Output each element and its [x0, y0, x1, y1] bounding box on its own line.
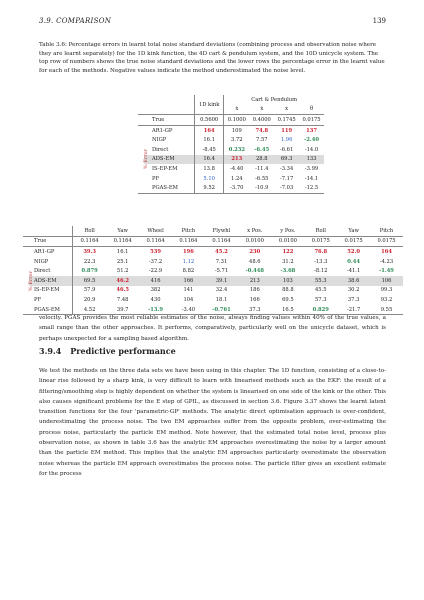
- cell: 119: [281, 127, 293, 134]
- table-unicycle: [23, 226, 403, 315]
- cell: 213: [224, 155, 250, 165]
- cell: -3.40: [181, 306, 196, 313]
- cell: -37.2: [148, 258, 163, 265]
- cell: 8.82: [182, 268, 195, 275]
- cell: -41.1: [346, 268, 361, 275]
- cell: 30.2: [347, 287, 360, 294]
- row-label: Direct: [152, 146, 169, 153]
- cell: -4.23: [379, 258, 394, 265]
- cell: -6.45: [254, 146, 270, 153]
- section-number: 3.9.4: [39, 346, 62, 356]
- cell: -2.40: [304, 137, 319, 144]
- cell: 0.0175: [302, 116, 321, 123]
- cell: 103: [282, 277, 293, 284]
- row-label-true: True: [34, 238, 47, 245]
- row-label: IS-EP-EM: [34, 287, 60, 294]
- cell: 93.2: [380, 296, 393, 303]
- cell: 18.1: [215, 296, 228, 303]
- cell: 46.5: [116, 287, 130, 294]
- cell: 166: [249, 296, 260, 303]
- cell: 1.24: [224, 174, 250, 184]
- cell: 46.2: [116, 277, 130, 284]
- page-number: 139: [372, 17, 386, 25]
- header-col: Yaw: [117, 227, 128, 234]
- cell: 16.5: [282, 306, 294, 313]
- cell: 37.3: [249, 306, 261, 313]
- cell: -13.3: [314, 258, 328, 265]
- cell: 45.5: [314, 287, 327, 294]
- header-col: Wheel: [147, 227, 164, 234]
- header-col: Pitch: [379, 227, 394, 234]
- cell: 0.5600: [195, 115, 224, 126]
- cell: 88.8: [282, 287, 294, 294]
- cell: -14.0: [304, 146, 319, 153]
- table-row: [23, 266, 403, 276]
- cell: -12.5: [304, 185, 319, 192]
- header-sym: θ: [309, 106, 314, 113]
- cell: -11.4: [255, 165, 269, 172]
- header-section: 3.9. COMPARISON: [39, 17, 112, 25]
- cell: 1.12: [182, 258, 195, 265]
- row-label: Direct: [34, 268, 51, 275]
- cell: 9.52: [195, 183, 224, 193]
- cell: 1.96: [280, 137, 293, 144]
- cell: 382: [150, 287, 161, 294]
- header-col: Flywhl: [212, 227, 231, 234]
- cell: 196: [182, 248, 194, 255]
- cell: 76.8: [314, 248, 328, 255]
- table-row: [138, 183, 324, 193]
- table-row: [138, 145, 324, 155]
- cell: 48.6: [249, 258, 261, 265]
- cell: 0.879: [73, 266, 107, 276]
- cell: 52.0: [347, 248, 360, 255]
- cell: 38.6: [347, 277, 360, 284]
- header-sym: ẋ: [224, 105, 250, 115]
- cell: 186: [249, 287, 260, 294]
- row-label: PGAS-EM: [152, 185, 178, 192]
- cell: 9.55: [380, 306, 393, 313]
- cell: 20.9: [73, 295, 107, 305]
- cell: -8.45: [195, 145, 224, 155]
- cell: 51.2: [116, 268, 129, 275]
- header-col: Pitch: [181, 227, 196, 234]
- cell: 28.8: [256, 156, 268, 163]
- cell: 5.10: [195, 174, 224, 184]
- cell: 109: [224, 125, 250, 135]
- cell: 69.5: [282, 296, 294, 303]
- cell: 99.3: [380, 287, 393, 294]
- cell: 31.2: [282, 258, 294, 265]
- cell: 164: [381, 248, 392, 255]
- cell: -3.70: [224, 183, 250, 193]
- row-label: AR1-GP: [152, 127, 173, 134]
- cell: 0.232: [224, 145, 250, 155]
- row-label: PF: [34, 296, 42, 303]
- cell: 0.829: [312, 306, 329, 313]
- cell: -1.49: [379, 268, 394, 275]
- cell: 32.4: [215, 287, 228, 294]
- cell: -13.9: [148, 306, 163, 313]
- table-row: [138, 135, 324, 145]
- header-col: Roll: [73, 226, 107, 236]
- cell: 22.3: [73, 257, 107, 267]
- cell: 164: [195, 125, 224, 135]
- cell: 0.0100: [245, 238, 264, 245]
- row-label-true: True: [152, 116, 165, 123]
- cell: 4.52: [73, 305, 107, 315]
- row-label: IS-EP-EM: [152, 165, 178, 172]
- cell: 45.2: [215, 248, 228, 255]
- cell: 37.3: [347, 296, 360, 303]
- row-label: NIGP: [34, 258, 49, 265]
- error-label-text: % Error: [28, 270, 35, 291]
- cell: 133: [306, 156, 317, 163]
- cell: 0.4000: [252, 116, 271, 123]
- row-label: ADS-EM: [34, 277, 57, 284]
- cell: -6.55: [255, 175, 269, 182]
- paragraph-pgas: velocity. PGAS provides the most reliable estimates of the noise, always finding values within 40% of the true values, a small range than the other approaches. It performs, comparatively, particularly well on the unicycle dataset, which is perhaps unexpected for a sampling based algorithm.: [39, 315, 386, 342]
- cell: 7.48: [116, 296, 129, 303]
- header-col: Yaw: [348, 227, 359, 234]
- cell: 39.7: [116, 306, 129, 313]
- cell: 0.44: [347, 258, 360, 265]
- cell: 69.5: [73, 276, 107, 286]
- cell: -3.68: [280, 268, 296, 275]
- cell: 0.0175: [311, 238, 330, 245]
- table-row: [23, 247, 403, 257]
- header-col: Roll: [315, 227, 326, 234]
- cell: -4.40: [224, 164, 250, 174]
- cell: 104: [183, 296, 194, 303]
- cell: 3.72: [224, 135, 250, 145]
- cell: 0.1164: [73, 236, 107, 247]
- table-caption: Table 3.6: Percentage errors in learnt total noise standard deviations (combining process and observation noise where they are learnt separately) for the 1D kink function, the 4D cart & pendulum system, and the 10D unicycle system. The top row of numbers shows the true noise standard deviations and the lower rows the percentage error in the learnt value for each of the methods. Negative values indicate the method underestimated the noise level.: [39, 42, 385, 75]
- header-sym: ẋ: [260, 106, 264, 113]
- cell: 57.3: [314, 296, 327, 303]
- header-cart-pendulum: Cart & Pendulum: [224, 95, 324, 105]
- cell: 230: [249, 248, 261, 255]
- cell: -7.17: [279, 175, 294, 182]
- cell: -3.34: [279, 165, 294, 172]
- cell: 0.0100: [278, 238, 297, 245]
- cell: 16.1: [195, 135, 224, 145]
- cell: 430: [150, 296, 161, 303]
- header-col: x Pos.: [247, 227, 263, 234]
- row-label: NIGP: [152, 137, 167, 144]
- cell: -0.448: [245, 268, 265, 275]
- cell: 0.1164: [179, 238, 198, 245]
- table-row: [138, 164, 324, 174]
- error-label: [138, 125, 150, 193]
- cell: 0.0175: [344, 238, 363, 245]
- running-header: [39, 17, 386, 25]
- cell: 39.3: [73, 247, 107, 257]
- cell: 0.1164: [113, 238, 132, 245]
- cell: 106: [381, 277, 392, 284]
- cell: 74.8: [255, 127, 269, 134]
- row-label: AR1-GP: [34, 248, 55, 255]
- cell: -0.761: [212, 306, 231, 313]
- cell: -7.03: [279, 185, 294, 192]
- error-label-text: % Error: [143, 149, 150, 170]
- table-row: [23, 295, 403, 305]
- cell: 0.1745: [277, 116, 296, 123]
- table-row: [138, 155, 324, 165]
- paragraph-predictive: We test the methods on the three data sets we have been using in this chapter. The 1D function, consisting of a close-to-linear rise followed by a sharp kink, is very difficult to learn with linearised methods such as the EKF: the result of a filtering/smoothing step is highly dependent on whether the system is linearised on one side of the kink or the other. This also causes significant problems for the E step of GPIL, as discussed in section 3.6. Figure 3.37 shows the learnt latent transition functions for the four 'parametric-GP' methods. The analytic direct optimisation approach is over-confident, underestimating the process noise. The two EM approaches suffer from the opposite problem, over-estimating the process noise, particularly the particle EM method. Note however, that the estimated total noise level, process plus observation noise, as shown in table 3.6 has the analytic EM approaches overestimating the noise by a larger amount than the particle EM method. This implies that the analytic EM approaches particularly overestimate the observation noise whereas the particle EM approach overestimates the process noise. The particle filter gives an excellent estimate for the process: [39, 368, 386, 477]
- row-label: PGAS-EM: [34, 306, 60, 313]
- cell: 55.3: [314, 277, 327, 284]
- table-row: [23, 276, 403, 286]
- table-row: [23, 257, 403, 267]
- table-row: [23, 286, 403, 296]
- header-col: y Pos.: [280, 227, 296, 234]
- cell: 7.31: [215, 258, 228, 265]
- cell: 416: [150, 277, 161, 284]
- cell: 0.1164: [212, 238, 231, 245]
- cell: 166: [183, 277, 194, 284]
- error-label: [23, 247, 35, 315]
- cell: 0.0175: [377, 238, 396, 245]
- cell: -3.99: [304, 165, 319, 172]
- header-sym: x: [285, 106, 289, 113]
- cell: -10.9: [255, 185, 269, 192]
- section-title: Predictive performance: [70, 346, 176, 356]
- header-1d-kink: 1D kink: [195, 95, 224, 115]
- cell: 57.9: [73, 286, 107, 296]
- cell: 25.1: [116, 258, 129, 265]
- cell: 539: [150, 248, 161, 255]
- cell: -5.71: [214, 268, 229, 275]
- cell: 69.3: [280, 156, 293, 163]
- cell: 137: [306, 127, 317, 134]
- table-row: [138, 174, 324, 184]
- cell: -22.9: [148, 268, 163, 275]
- cell: -14.1: [304, 175, 319, 182]
- cell: -8.12: [314, 268, 328, 275]
- cell: 39.1: [215, 277, 228, 284]
- cell: 7.57: [256, 137, 268, 144]
- cell: 213: [249, 277, 260, 284]
- cell: 141: [183, 287, 194, 294]
- cell: -21.7: [346, 306, 361, 313]
- row-label: PF: [152, 175, 160, 182]
- table-kink-cartpendulum: [138, 95, 324, 194]
- cell: 13.8: [195, 164, 224, 174]
- row-label: ADS-EM: [152, 156, 175, 163]
- cell: -6.61: [279, 146, 294, 153]
- cell: 0.1000: [224, 115, 250, 126]
- cell: 16.4: [195, 155, 224, 165]
- cell: 16.1: [116, 248, 129, 255]
- cell: 122: [282, 248, 294, 255]
- table-row: [138, 125, 324, 135]
- section-heading: [39, 346, 176, 356]
- cell: 0.1164: [146, 238, 165, 245]
